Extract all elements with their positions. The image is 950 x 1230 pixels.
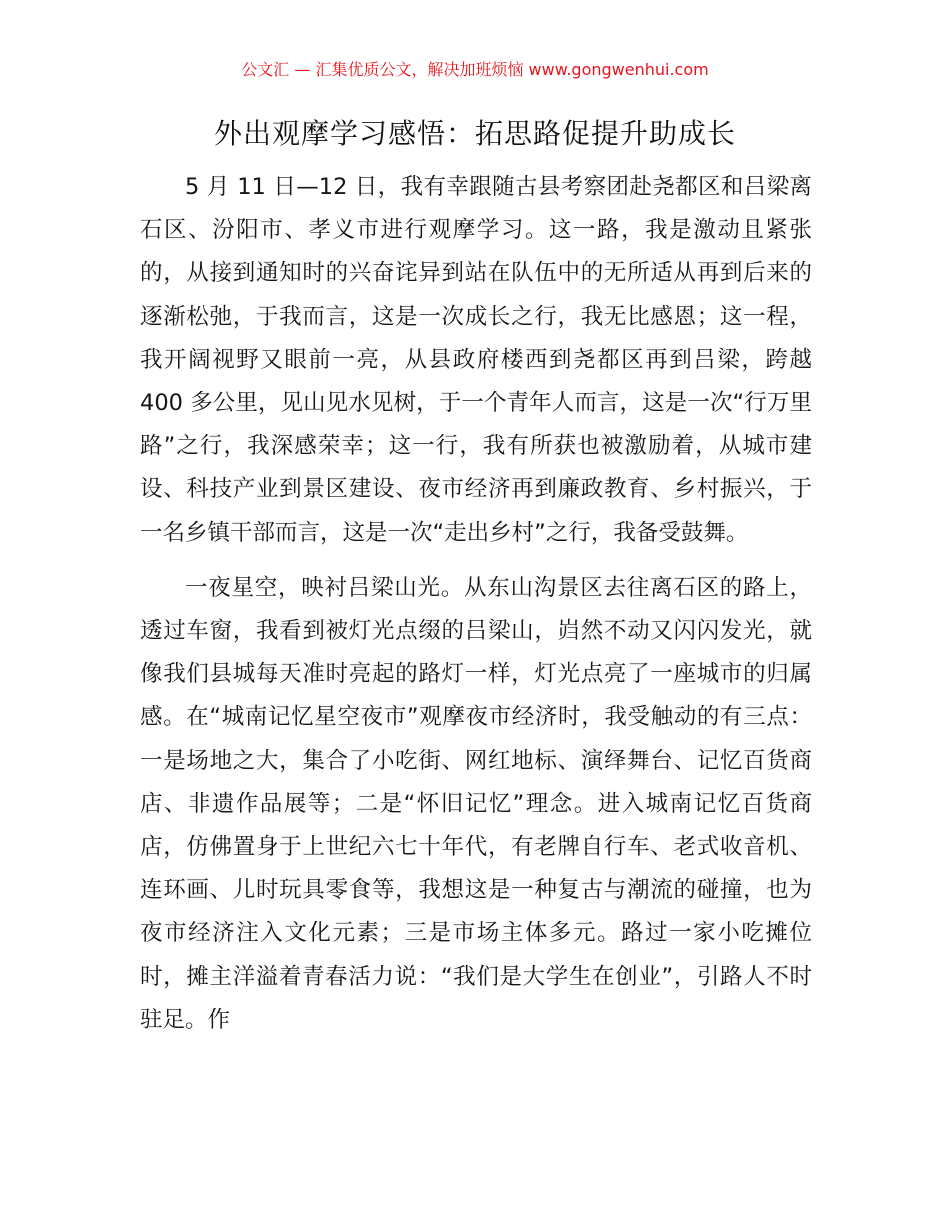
document-body [140,166,812,1042]
paragraph-1: 5 月 11 日—12 日，我有幸跟随古县考察团赴尧都区和吕梁离石区、汾阳市、孝义市进行观摩学习。这一路，我是激动且紧张的，从接到通知时的兴奋诧异到站在队伍中的无所适从再到后来的逐渐松弛，于我而言，这是一次成长之行，我无比感恩；这一程，我开阔视野又眼前一亮，从县政府楼西到尧都区再到吕梁，跨越 400 多公里，见山见水见树，于一个青年人而言，这是一次“行万里路”之行，我深感荣幸；这一行，我有所获也被激励着，从城市建设、科技产业到景区建设、夜市经济再到廉政教育、乡村振兴，于一名乡镇干部而言，这是一次“走出乡村”之行，我备受鼓舞。 [140,174,812,546]
paragraph-2: 一夜星空，映衬吕梁山光。从东山沟景区去往离石区的路上，透过车窗，我看到被灯光点缀的吕梁山，岿然不动又闪闪发光，就像我们县城每天准时亮起的路灯一样，灯光点亮了一座城市的归属感。在“城南记忆星空夜市”观摩夜市经济时，我受触动的有三点：一是场地之大，集合了小吃街、网红地标、演绎舞台、记忆百货商店、非遗作品展等；二是“怀旧记忆”理念。进入城南记忆百货商店，仿佛置身于上世纪六七十年代，有老牌自行车、老式收音机、连环画、儿时玩具零食等，我想这是一种复古与潮流的碰撞，也为夜市经济注入文化元素；三是市场主体多元。路过一家小吃摊位时，摊主洋溢着青春活力说：“我们是大学生在创业”，引路人不时驻足。作 [140,574,812,1033]
document-title: 外出观摩学习感悟：拓思路促提升助成长 [213,117,736,150]
site-header-banner: 公文汇 — 汇集优质公文，解决加班烦恼 www.gongwenhui.com [241,60,709,79]
